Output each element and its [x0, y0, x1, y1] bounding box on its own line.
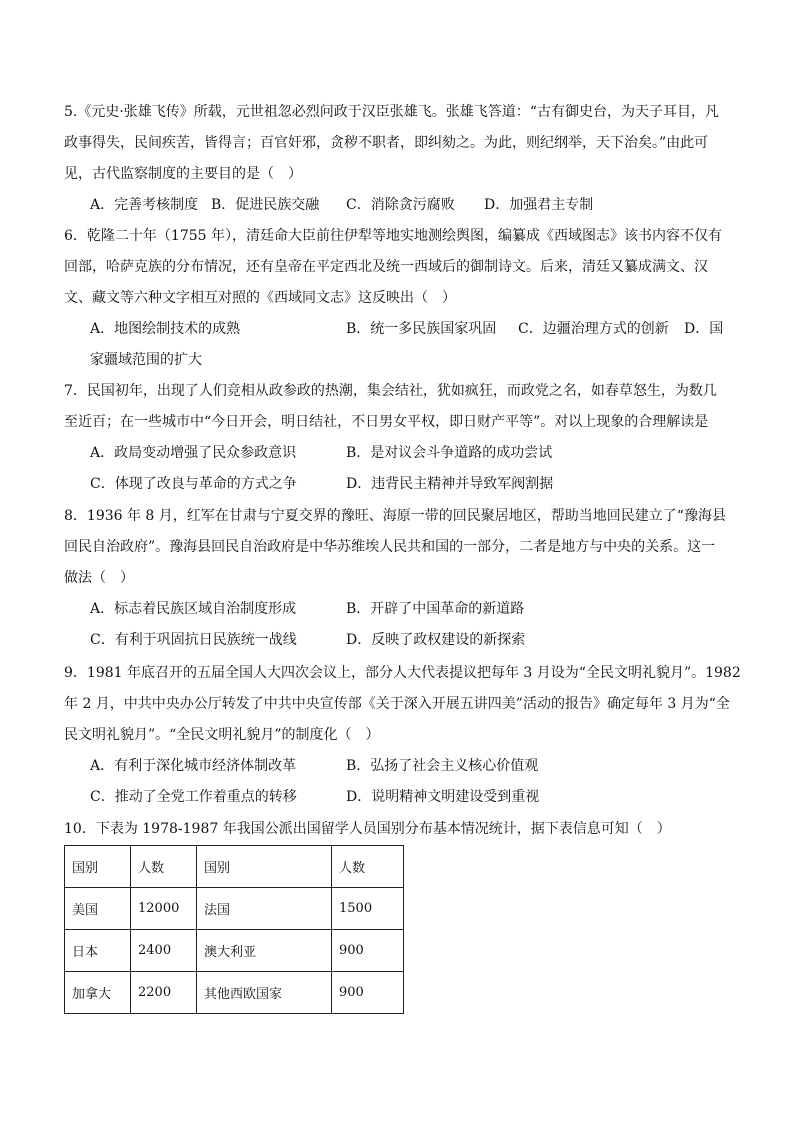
question-9-option-d[interactable]: D．说明精神文明建设受到重视 [346, 789, 540, 805]
question-7 [64, 376, 730, 500]
question-5-option-c[interactable]: C．消除贪污腐败 [346, 197, 455, 213]
question-5-option-b[interactable]: B．促进民族交融 [211, 197, 320, 213]
question-8-options-row-2 [64, 625, 730, 656]
question-5-stem-line-2: 政事得失，民间疾苦，皆得言；百官奸邪，贪秽不职者，即纠劾之。为此，则纪纲举，天下治矣。”由此可 [64, 135, 709, 151]
question-9-option-b[interactable]: B．弘扬了社会主义核心价值观 [346, 758, 539, 774]
question-8-option-b[interactable]: B．开辟了中国革命的新道路 [346, 601, 525, 617]
question-7-option-c[interactable]: C．体现了改良与革命的方式之争 [90, 476, 297, 492]
question-9-option-a[interactable]: A．有利于深化城市经济体制改革 [90, 758, 297, 774]
question-8-stem-line-1: 8．1936 年 8 月，红军在甘肃与宁夏交界的豫旺、海原一带的回民聚居地区，帮助当地回民建立了“豫海县 [64, 508, 726, 524]
table-cell: 其他西欧国家 [197, 972, 332, 1014]
question-6-options-continued [64, 345, 730, 376]
question-8-option-c[interactable]: C．有利于巩固抗日民族统一战线 [90, 632, 297, 648]
question-8-stem-line-2: 回民自治政府”。豫海县回民自治政府是中华苏维埃人民共和国的一部分，二者是地方与中央的关系。这一 [64, 539, 716, 555]
question-5-option-d[interactable]: D．加强君主专制 [484, 197, 594, 213]
table-header-cell: 人数 [131, 846, 197, 888]
question-9-stem-line-1: 9．1981 年底召开的五届全国人大四次会议上，部分人大代表提议把每年 3 月设为“全民文明礼貌月”。1982 [64, 665, 741, 681]
table-cell: 加拿大 [65, 972, 131, 1014]
table-row [65, 972, 404, 1014]
table-header-cell: 国别 [197, 846, 332, 888]
question-5-option-a[interactable]: A．完善考核制度 [90, 197, 199, 213]
table-header-cell: 国别 [65, 846, 131, 888]
question-8 [64, 501, 730, 656]
question-7-options-row-1 [64, 438, 730, 469]
question-7-options-row-2 [64, 469, 730, 500]
question-5 [64, 97, 730, 221]
question-7-stem-line-1: 7．民国初年，出现了人们竞相从政参政的热潮，集会结社，犹如疯狂，而政党之名，如春草怒生，为数几 [64, 383, 717, 399]
table-header-cell: 人数 [332, 846, 404, 888]
question-8-options-row-1 [64, 594, 730, 625]
question-8-option-d[interactable]: D．反映了政权建设的新探索 [346, 632, 526, 648]
question-6-stem-line-2: 回部，哈萨克族的分布情况，还有皇帝在平定西北及统一西域后的御制诗文。后来，清廷又纂成满文、汉 [64, 259, 708, 275]
question-8-stem-line-3: 做法（ ） [64, 570, 134, 586]
question-9-stem-line-3: 民文明礼貌月”。“全民文明礼貌月”的制度化（ ） [64, 727, 380, 743]
question-8-option-a[interactable]: A．标志着民族区域自治制度形成 [90, 601, 297, 617]
question-9-options-row-1 [64, 751, 730, 782]
question-7-option-b[interactable]: B．是对议会斗争道路的成功尝试 [346, 445, 553, 461]
question-6-option-c[interactable]: C．边疆治理方式的创新 [518, 321, 669, 337]
table-cell: 日本 [65, 930, 131, 972]
question-6-option-a[interactable]: A．地图绘制技术的成熟 [90, 321, 241, 337]
table-cell: 2200 [131, 972, 197, 1014]
question-6-stem-line-3: 文、藏文等六种文字相互对照的《西域同文志》这反映出（ ） [64, 290, 456, 306]
question-6-option-d[interactable]: D．国 [684, 321, 724, 337]
question-6-option-d-continued[interactable]: 家疆域范围的扩大 [90, 352, 202, 368]
table-header-row [65, 846, 404, 888]
table-cell: 1500 [332, 888, 404, 930]
question-6-option-b[interactable]: B．统一多民族国家巩固 [346, 321, 497, 337]
table-cell: 法国 [197, 888, 332, 930]
table-row [65, 930, 404, 972]
question-6-options [64, 314, 730, 345]
question-7-option-d[interactable]: D．违背民主精神并导致军阀割据 [346, 476, 554, 492]
question-6 [64, 221, 730, 376]
table-cell: 澳大利亚 [197, 930, 332, 972]
question-9 [64, 658, 741, 813]
question-5-stem-line-3: 见，古代监察制度的主要目的是（ ） [64, 166, 302, 182]
question-9-stem-line-2: 年 2 月，中共中央办公厅转发了中共中央宣传部《关于深入开展五讲四美”活动的报告》确定每年 3 月为“全 [64, 696, 730, 712]
question-10 [64, 814, 730, 845]
study-abroad-stats-table [64, 845, 404, 1014]
question-5-options [64, 190, 730, 221]
table-cell: 900 [332, 972, 404, 1014]
question-6-stem-line-1: 6．乾隆二十年（1755 年），清廷命大臣前往伊犁等地实地测绘舆图，编纂成《西域图志》该书内容不仅有 [64, 228, 722, 244]
question-9-options-row-2 [64, 782, 730, 813]
question-7-stem-line-2: 至近百；在一些城市中“今日开会，明日结社，不日男女平权，即日财产平等”。对以上现象的合理解读是 [64, 414, 709, 430]
question-10-stem-line-1: 10．下表为 1978-1987 年我国公派出国留学人员国别分布基本情况统计，据下表信息可知（ ） [64, 821, 671, 837]
table-cell: 美国 [65, 888, 131, 930]
table-cell: 900 [332, 930, 404, 972]
table-cell: 12000 [131, 888, 197, 930]
question-5-stem-line-1: 5.《元史·张雄飞传》所载，元世祖忽必烈问政于汉臣张雄飞。张雄飞答道：“古有御史台，为天子耳目，凡 [64, 104, 719, 120]
table-row [65, 888, 404, 930]
question-7-option-a[interactable]: A．政局变动增强了民众参政意识 [90, 445, 297, 461]
table-cell: 2400 [131, 930, 197, 972]
question-9-option-c[interactable]: C．推动了全党工作着重点的转移 [90, 789, 297, 805]
